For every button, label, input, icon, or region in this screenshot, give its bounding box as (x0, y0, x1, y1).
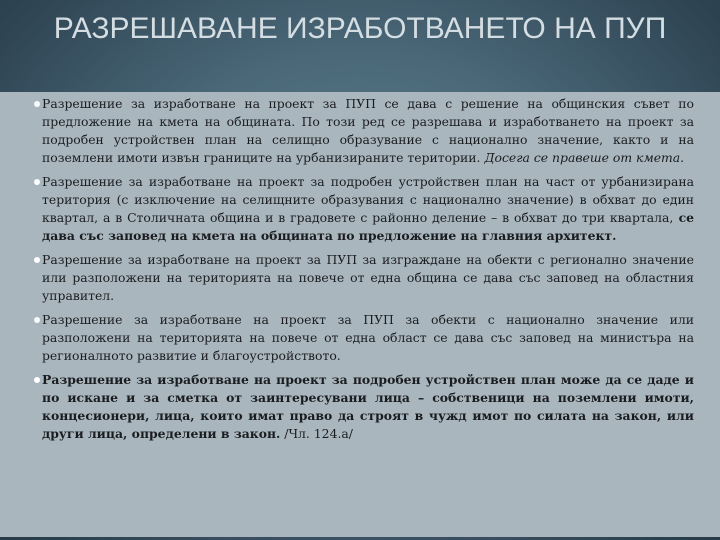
bullet-4 (42, 311, 694, 365)
bullet-dot-icon (34, 257, 40, 263)
bullet-3 (42, 251, 694, 305)
bullet-2-text: Разрешение за изработване на проект за подробен устройствен план на част от урбанизирана територия (с изключение на селищните образувания с национално значение) в обхват до един квартал, а в Столичната община и в градовете с районно деление – в обхват до три квартала, (42, 174, 694, 225)
content-box (0, 92, 720, 537)
bullet-dot-icon (34, 317, 40, 323)
bullet-5-strong: Разрешение за изработване на проект за подробен устройствен план може да се даде и по искане и за сметка от заинтересувани лица – собственици на поземлени имоти, концесионери, лица, които имат право да строят в чужд имот по силата на закон, или други лица, определени в закон. (42, 372, 694, 441)
bullet-5-text: /Чл. 124.а/ (280, 426, 353, 441)
bullet-1 (42, 95, 694, 167)
bullet-3-text: Разрешение за изработване на проект за ПУП за изграждане на обекти с регионално значение или разположени на територията на повече от една община се дава със заповед на областния управител. (42, 252, 694, 303)
bullet-dot-icon (34, 377, 40, 383)
bullet-dot-icon (34, 179, 40, 185)
bullet-2-strong: се дава със заповед на кмета на общината по предложение на главния архитект. (42, 210, 694, 243)
bullet-1-emphasis: Досега се правеше от кмета. (480, 150, 685, 165)
bullet-2 (42, 173, 694, 245)
slide-title: РАЗРЕШАВАНЕ ИЗРАБОТВАНЕТО НА ПУП (53, 12, 667, 45)
bullet-5 (42, 371, 694, 443)
bullet-4-text: Разрешение за изработване на проект за ПУП за обекти с национално значение или разположени на територията на повече от една област се дава със заповед на министъра на регионалното развитие и благоустройството. (42, 312, 694, 363)
bullet-dot-icon (34, 101, 40, 107)
bullet-1-text: Разрешение за изработване на проект за ПУП се дава с решение на общинския съвет по предложение на кмета на общината. По този ред се разрешава и изработването на проект за подробен устройствен план на селищно образувание с национално значение, както и на поземлени имоти извън границите на урбанизираните територии. (42, 96, 694, 165)
